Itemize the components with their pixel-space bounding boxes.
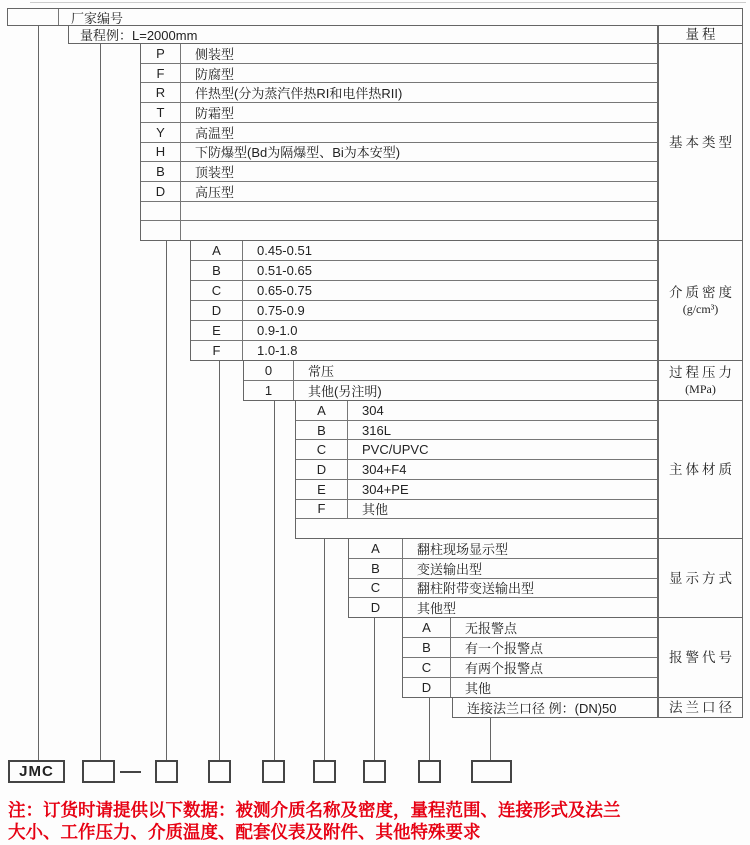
top-border-line (30, 2, 746, 3)
row-desc: 304 (362, 402, 384, 418)
table-row (349, 598, 657, 617)
ordering-note-line1: 注：订货时请提供以下数据：被测介质名称及密度，量程范围、连接形式及法兰 (8, 800, 621, 820)
side-label-density-line1: 介质密度 (669, 284, 735, 300)
row-code: A (296, 401, 348, 420)
table-row (349, 539, 657, 559)
row-code: A (349, 539, 403, 558)
pressure-table (243, 360, 658, 401)
row-desc: 其他 (465, 681, 492, 696)
row-desc: 防霜型 (195, 105, 235, 121)
row-code: B (296, 421, 348, 440)
table-row (296, 519, 657, 538)
table-row (296, 421, 657, 441)
row-code: F (141, 64, 181, 83)
row-desc: 防腐型 (195, 66, 235, 82)
table-row (141, 44, 657, 64)
connector-line (374, 617, 375, 760)
table-row (141, 64, 657, 84)
row-code (296, 519, 348, 538)
table-row (244, 361, 657, 381)
table-row (141, 202, 657, 222)
manufacturer-label: 厂家编号 (71, 10, 124, 26)
table-row (191, 301, 657, 321)
table-row (141, 83, 657, 103)
row-desc: PVC/UPVC (362, 442, 429, 458)
row-desc: 下防爆型(Bd为隔爆型、Bi为本安型) (195, 145, 401, 161)
row-code: B (403, 638, 451, 657)
table-row (296, 440, 657, 460)
side-label-pressure (658, 360, 743, 401)
basic-type-table (140, 43, 658, 241)
row-code: D (403, 678, 451, 697)
table-row (244, 381, 657, 400)
row-desc: 0.45-0.51 (257, 243, 312, 258)
side-label-pressure-line2: (MPa) (685, 381, 716, 396)
table-row (141, 143, 657, 163)
row-desc: 有一个报警点 (465, 641, 544, 656)
pressure-code-box (262, 760, 285, 783)
row-desc: 高压型 (195, 184, 235, 200)
table-row (403, 638, 657, 658)
row-code: Y (141, 123, 181, 142)
table-row (141, 182, 657, 202)
connector-line (219, 360, 220, 760)
ordering-note-line2: 大小、工作压力、介质温度、配套仪表及附件、其他特殊要求 (8, 822, 481, 842)
side-label-pressure-line1: 过程压力 (669, 364, 735, 380)
table-row (191, 321, 657, 341)
table-row (191, 261, 657, 281)
row-desc: 常压 (308, 364, 335, 379)
table-row (141, 123, 657, 143)
row-code: D (141, 182, 181, 201)
side-label-display: 显示方式 (658, 538, 743, 618)
alarm-table (402, 617, 658, 698)
table-row (349, 559, 657, 579)
row-desc: 侧装型 (195, 46, 235, 62)
row-desc: 316L (362, 422, 391, 438)
row-code: H (141, 143, 181, 162)
model-prefix-box: JMC (8, 760, 65, 783)
display-code-box (363, 760, 386, 783)
material-table (295, 400, 658, 539)
table-row (191, 281, 657, 301)
row-desc: 0.51-0.65 (257, 263, 312, 278)
row-desc: 其他(另注明) (308, 384, 382, 399)
row-desc: 其他型 (417, 601, 457, 617)
range-example-label: 量程例：L=2000mm (80, 28, 198, 43)
row-code: R (141, 83, 181, 102)
side-label-density-line2: (g/cm³) (682, 301, 719, 316)
row-desc: 连接法兰口径 例：(DN)50 (467, 701, 617, 716)
row-desc: 0.9-1.0 (257, 323, 298, 338)
row-desc: 有两个报警点 (465, 661, 544, 676)
table-row (403, 678, 657, 697)
row-desc: 0.65-0.75 (257, 283, 312, 298)
side-label-density (658, 240, 743, 361)
row-code: B (191, 261, 243, 280)
connector-line (100, 43, 101, 760)
row-code: D (296, 460, 348, 479)
row-code (141, 202, 181, 221)
manufacturer-row (7, 8, 743, 26)
basic-type-code-box (155, 760, 178, 783)
row-code: A (403, 618, 451, 637)
row-code: F (191, 341, 243, 360)
row-code: E (191, 321, 243, 340)
row-desc: 1.0-1.8 (257, 343, 298, 358)
row-desc (348, 519, 657, 538)
row-code: 0 (244, 361, 294, 380)
material-code-box (313, 760, 336, 783)
row-desc: 顶装型 (195, 165, 235, 181)
row-code: C (296, 440, 348, 459)
row-desc: 其他 (362, 502, 389, 518)
density-code-box (208, 760, 231, 783)
table-row (141, 103, 657, 123)
row-code: P (141, 44, 181, 63)
table-row (141, 162, 657, 182)
row-code: T (141, 103, 181, 122)
row-desc: 伴热型(分为蒸汽伴热RI和电伴热RII) (195, 86, 403, 102)
row-code: D (191, 301, 243, 320)
flange-row (452, 697, 658, 718)
row-desc: 翻柱附带变送输出型 (417, 581, 535, 597)
connector-line (324, 538, 325, 760)
table-row (403, 618, 657, 638)
row-desc (181, 202, 657, 221)
row-desc: 无报警点 (465, 621, 518, 636)
alarm-code-box (418, 760, 441, 783)
side-label-material: 主体材质 (658, 400, 743, 539)
table-row (141, 221, 657, 240)
manufacturer-row-stub (8, 9, 59, 25)
table-row (349, 579, 657, 599)
table-row (296, 401, 657, 421)
side-label-range: 量程 (658, 25, 743, 44)
row-code: E (296, 480, 348, 499)
connector-line (429, 697, 430, 760)
connector-line (490, 717, 491, 760)
side-label-flange: 法兰口径 (658, 697, 743, 718)
table-row (296, 480, 657, 500)
display-table (348, 538, 658, 618)
row-desc: 高温型 (195, 125, 235, 141)
table-row (191, 341, 657, 360)
row-desc: 变送输出型 (417, 561, 483, 577)
row-code (141, 221, 181, 240)
row-code: C (349, 579, 403, 598)
row-desc (181, 221, 657, 240)
row-desc: 0.75-0.9 (257, 303, 305, 318)
row-code: D (349, 598, 403, 617)
table-row (296, 460, 657, 480)
side-label-basic-type: 基本类型 (658, 43, 743, 241)
range-code-box (82, 760, 115, 783)
table-row (403, 658, 657, 678)
flange-code-box (471, 760, 512, 783)
row-code: 1 (244, 381, 294, 400)
range-example-row (68, 25, 658, 44)
row-code: F (296, 500, 348, 519)
table-row (296, 500, 657, 520)
table-row (453, 698, 657, 717)
row-desc: 304+PE (362, 481, 409, 497)
row-desc: 304+F4 (362, 462, 407, 478)
connector-line (38, 25, 39, 760)
row-desc: 翻柱现场显示型 (417, 541, 509, 557)
row-code: B (141, 162, 181, 181)
density-table (190, 240, 658, 361)
row-code: C (191, 281, 243, 300)
row-code: C (403, 658, 451, 677)
connector-line (274, 400, 275, 760)
side-label-alarm: 报警代号 (658, 617, 743, 698)
separator-dash (120, 771, 141, 773)
table-row (191, 241, 657, 261)
connector-line (166, 240, 167, 760)
row-code: B (349, 559, 403, 578)
row-code: A (191, 241, 243, 260)
